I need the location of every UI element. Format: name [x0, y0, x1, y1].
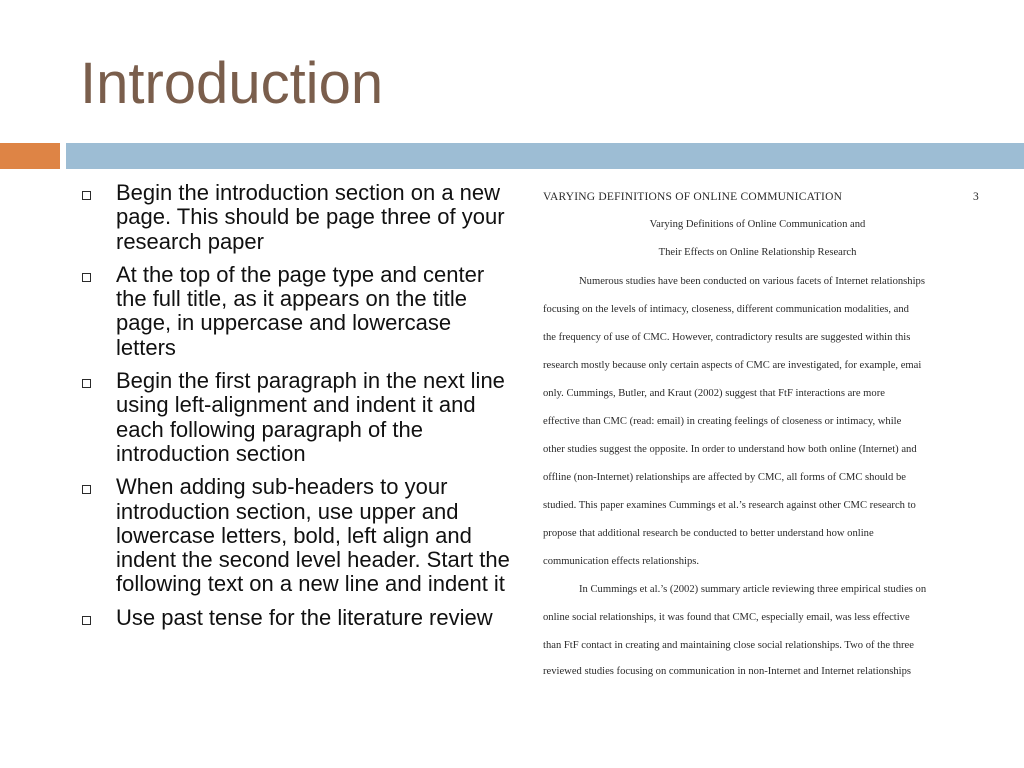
paper-title-line: Varying Definitions of Online Communication and: [649, 219, 866, 230]
paper-text-line: In Cummings et al.’s (2002) summary article reviewing three empirical studies on: [579, 584, 927, 595]
paper-text-line: only. Cummings, Butler, and Kraut (2002) suggest that FtF interactions are more: [543, 388, 885, 399]
sample-paper-image: [530, 180, 985, 680]
hollow-square-icon: [82, 379, 91, 388]
bullet-item: [80, 606, 510, 630]
paper-text-line: online social relationships, it was found that CMC, especially email, was less effective: [543, 612, 910, 623]
hollow-square-icon: [82, 191, 91, 200]
bullet-item: [80, 475, 510, 596]
paper-text-line: effective than CMC (read: email) in creating feelings of closeness or intimacy, while: [543, 416, 902, 427]
paper-text-line: reviewed studies focusing on communication in non-Internet and Internet relationships: [543, 666, 912, 677]
bullet-text: Begin the introduction section on a new page. This should be page three of your research paper: [116, 180, 505, 254]
paper-text-line: other studies suggest the opposite. In order to understand how both online (Internet) and: [543, 444, 917, 455]
paper-text-line: propose that additional research be conducted to better understand how online: [543, 528, 874, 539]
page-number: 3: [973, 191, 979, 203]
hollow-square-icon: [82, 485, 91, 494]
bullet-text: Use past tense for the literature review: [116, 604, 493, 630]
bullet-item: [80, 369, 510, 466]
running-head: VARYING DEFINITIONS OF ONLINE COMMUNICATION: [543, 191, 843, 203]
paper-text-line: communication effects relationships.: [543, 556, 700, 567]
paper-text-line: focusing on the levels of intimacy, closeness, different communication modalities, and: [543, 304, 909, 315]
bullet-list: [80, 181, 510, 639]
orange-accent-bar: [0, 143, 60, 169]
paper-text-line: Numerous studies have been conducted on various facets of Internet relationships: [579, 276, 925, 287]
bullet-text: At the top of the page type and center the full title, as it appears on the title page, in uppercase and lowercase letters: [116, 261, 485, 360]
bullet-item: [80, 181, 510, 254]
bullet-item: [80, 263, 510, 360]
paper-text-line: studied. This paper examines Cummings et al.’s research against other CMC research to: [543, 500, 916, 511]
slide-title: Introduction: [80, 51, 384, 116]
paper-text-line: research mostly because only certain aspects of CMC are investigated, for example, emai: [543, 360, 922, 371]
bullet-text: When adding sub-headers to your introduction section, use upper and lowercase letters, bold, left align and indent the second level header. Start the following text on a new line and indent it: [116, 474, 510, 597]
bullet-text: Begin the first paragraph in the next line using left-alignment and indent it and each following paragraph of the introduction section: [116, 368, 505, 466]
hollow-square-icon: [82, 273, 91, 282]
paper-title-line: Their Effects on Online Relationship Research: [658, 247, 857, 258]
blue-accent-bar: [66, 143, 1024, 169]
paper-text-line: than FtF contact in creating and maintaining close social relationships. Two of the three: [543, 640, 914, 651]
paper-text-line: offline (non-Internet) relationships are affected by CMC, all forms of CMC should be: [543, 472, 906, 483]
hollow-square-icon: [82, 616, 91, 625]
paper-text-line: the frequency of use of CMC. However, contradictory results are suggested within this: [543, 332, 911, 343]
